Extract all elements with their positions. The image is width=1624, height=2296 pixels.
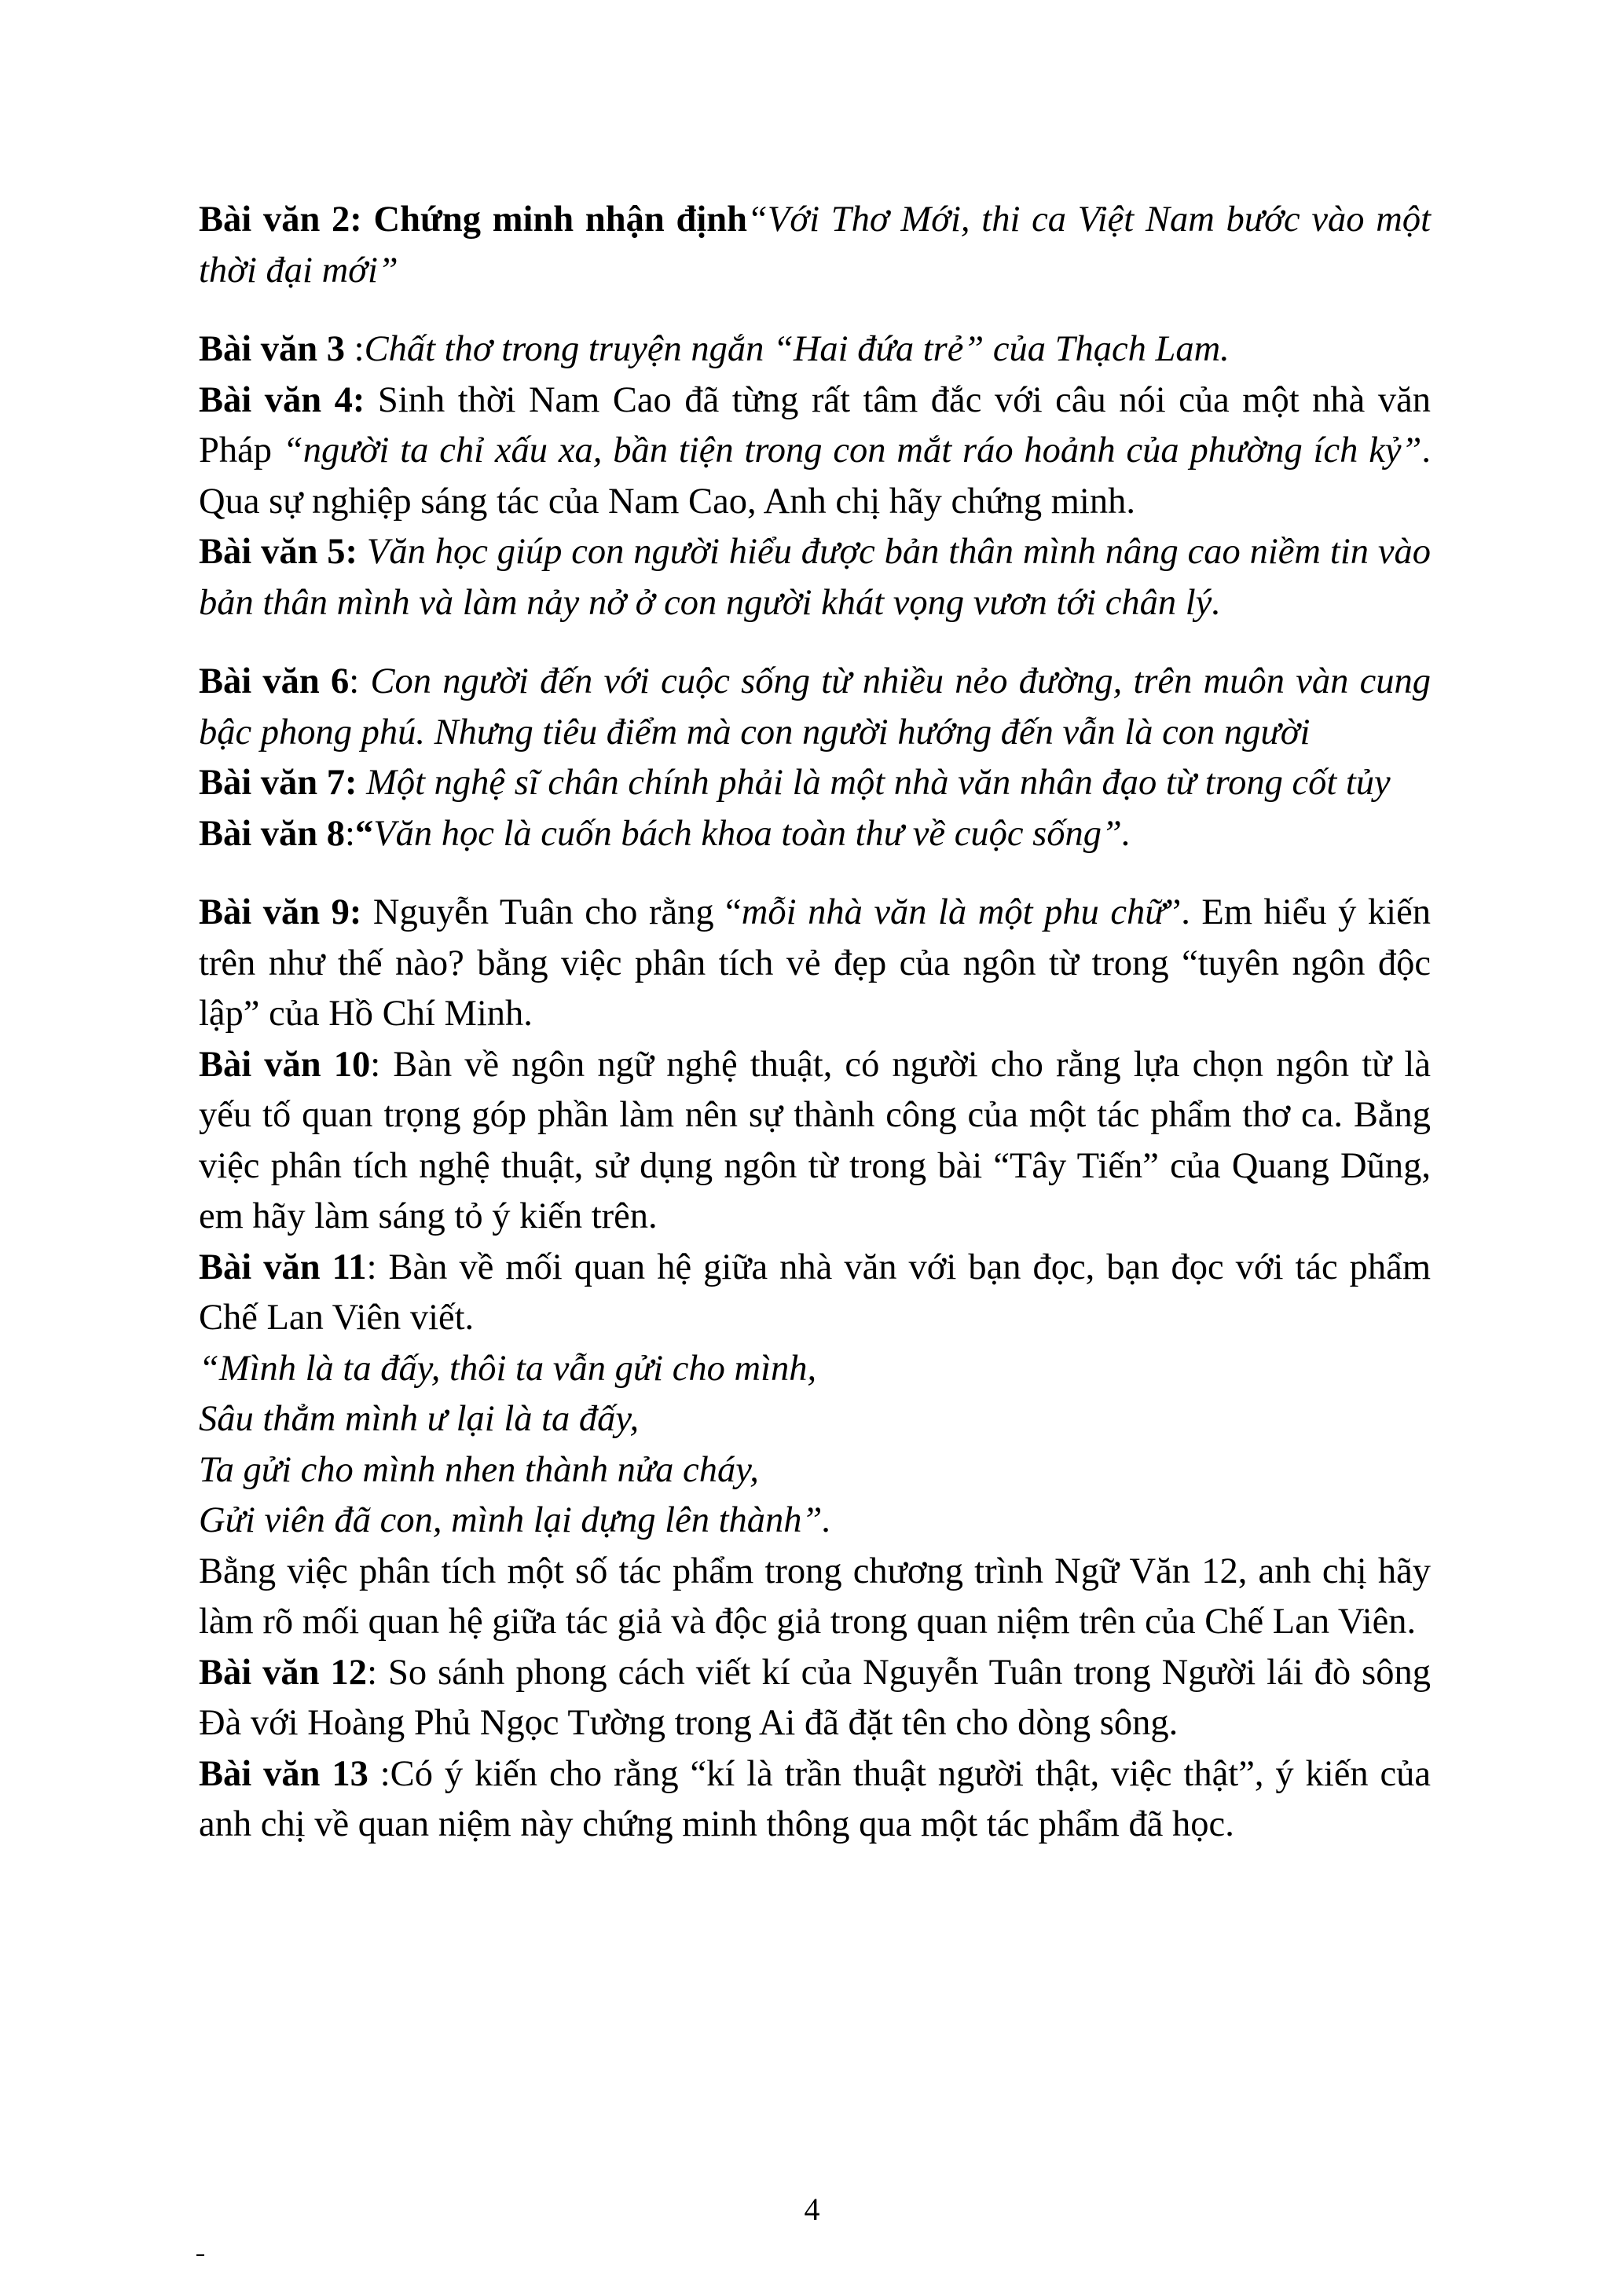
- essay-10: [199, 1040, 1431, 1243]
- essay-12: [199, 1648, 1431, 1749]
- poem-line: Sâu thẳm mình ư lại là ta đấy,: [199, 1399, 640, 1439]
- poem-line: Gửi viên đã con, mình lại dựng lên thành”.: [199, 1500, 831, 1540]
- essay-text: . Qua sự nghiệp sáng tác của Nam Cao, Anh chị hãy chứng minh.: [199, 430, 1432, 522]
- essay-13: [199, 1749, 1431, 1851]
- essay-label: Bài văn 13: [199, 1753, 368, 1794]
- essay-text: : Bàn về ngôn ngữ nghệ thuật, có người cho rằng lựa chọn ngôn từ là yếu tố quan trọng góp phần làm nên sự thành công của một tác phẩm thơ ca. Bằng việc phân tích nghệ thuật, sử dụng ngôn từ trong bài “Tây Tiến” của Quang Dũng, em hãy làm sáng tỏ ý kiến trên.: [199, 1044, 1431, 1236]
- essay-text: : Bàn về mối quan hệ giữa nhà văn với bạn đọc, bạn đọc với tác phẩm Chế Lan Viên viết.: [199, 1247, 1431, 1338]
- essay-text: ”. Em hiểu ý kiến trên như thế nào? bằng việc phân tích vẻ đẹp của ngôn từ trong “tuyên ngôn độc lập” của Hồ Chí Minh.: [199, 892, 1431, 1034]
- essay-label: Bài văn 3: [199, 329, 346, 369]
- essay-text: Con người đến với cuộc sống từ nhiều nẻo đường, trên muôn vàn cung bậc phong phú. Nhưng tiêu điểm mà con người hướng đến vẫn là con người: [199, 661, 1431, 753]
- essay-quote: “người ta chỉ xấu xa, bần tiện trong con mắt ráo hoảnh của phường ích kỷ”: [282, 430, 1422, 471]
- essay-label: Bài văn 6: [199, 661, 350, 701]
- essay-11-continuation: Bằng việc phân tích một số tác phẩm trong chương trình Ngữ Văn 12, anh chị hãy làm rõ mối quan hệ giữa tác giả và độc giả trong quan niệm trên của Chế Lan Viên.: [199, 1551, 1431, 1642]
- essay-label: Bài văn 5:: [199, 532, 358, 572]
- essay-text: : So sánh phong cách viết kí của Nguyễn Tuân trong Người lái đò sông Đà với Hoàng Phủ Ngọc Tường trong Ai đã đặt tên cho dòng sông.: [199, 1652, 1432, 1743]
- essay-9: [199, 888, 1431, 1040]
- essay-6: [199, 657, 1431, 758]
- footer-dash: [196, 2254, 204, 2256]
- essay-label: Bài văn 9:: [199, 892, 362, 932]
- essay-text: :Có ý kiến cho rằng “kí là trần thuật người thật, việc thật”, ý kiến của anh chị về quan niệm này chứng minh thông qua một tác phẩm đã học.: [199, 1753, 1432, 1844]
- essay-label: Bài văn 7:: [199, 763, 357, 803]
- essay-label: Bài văn 2: Chứng minh nhận định: [199, 200, 747, 240]
- essay-text: Một nghệ sĩ chân chính phải là một nhà văn nhân đạo từ trong cốt tủy: [357, 763, 1391, 803]
- essay-text: Văn học là cuốn bách khoa toàn thư về cuộc sống”.: [373, 813, 1131, 854]
- essay-text: Sinh thời Nam Cao đã từng rất tâm đắc với câu nói của một nhà văn Pháp: [199, 379, 1431, 471]
- essay-label: Bài văn 8: [199, 813, 346, 854]
- essay-7: [199, 758, 1431, 809]
- essay-quote-mark: “: [354, 813, 374, 854]
- essay-4: [199, 375, 1431, 528]
- essay-separator: :: [345, 329, 365, 369]
- essay-5: [199, 527, 1431, 628]
- essay-3: [199, 324, 1431, 375]
- essay-text: Văn học giúp con người hiểu được bản thân mình nâng cao niềm tin vào bản thân mình và làm nảy nở ở con người khát vọng vươn tới chân lý.: [199, 532, 1432, 623]
- essay-quote: mỗi nhà văn là một phu chữ: [741, 892, 1165, 932]
- poem-line: “Mình là ta đấy, thôi ta vẫn gửi cho mình,: [199, 1348, 817, 1389]
- essay-text: Nguyễn Tuân cho rằng “: [361, 892, 742, 932]
- essay-8: [199, 809, 1431, 860]
- essay-11: [199, 1243, 1431, 1344]
- poem-line: Ta gửi cho mình nhen thành nửa cháy,: [199, 1449, 759, 1490]
- essay-label: Bài văn 4:: [199, 379, 365, 420]
- essay-label: Bài văn 12: [199, 1652, 368, 1693]
- essay-2: [199, 195, 1431, 296]
- essay-label: Bài văn 11: [199, 1247, 367, 1287]
- essay-text: “Với Thơ Mới, thi ca Việt Nam bước vào một thời đại mới”: [199, 200, 1432, 291]
- essay-separator: :: [349, 661, 371, 701]
- essay-text: Chất thơ trong truyện ngắn “Hai đứa trẻ” của Thạch Lam.: [364, 329, 1230, 369]
- essay-label: Bài văn 10: [199, 1044, 371, 1085]
- page-number: 4: [804, 2192, 820, 2227]
- document-body: [199, 195, 1431, 1851]
- essay-separator: :: [345, 813, 355, 854]
